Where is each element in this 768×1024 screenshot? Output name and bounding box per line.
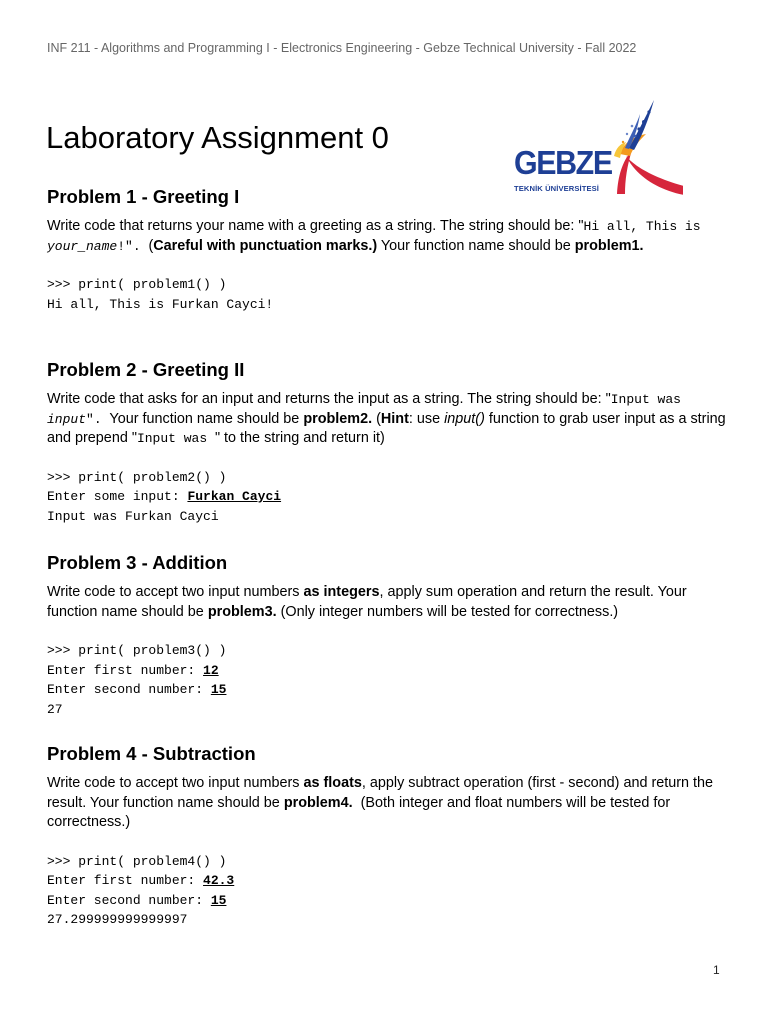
- desc-text: Write code to accept two input numbers: [47, 584, 304, 600]
- university-logo: [508, 96, 683, 200]
- code-example: [47, 468, 727, 527]
- problem-description: [47, 390, 727, 449]
- desc-text: " to the string and return it): [214, 430, 385, 446]
- code-user-input: 12: [203, 662, 219, 678]
- code-line: 27.299999999999997: [47, 912, 188, 928]
- code-prompt: Enter second number:: [47, 682, 211, 698]
- code-user-input: 15: [210, 682, 227, 698]
- problem-heading: Problem 3 - Addition: [47, 552, 228, 573]
- desc-bold: problem2.: [303, 410, 373, 427]
- code-example: [47, 641, 727, 719]
- desc-code: Input was: [610, 392, 681, 407]
- code-example: [47, 275, 727, 314]
- code-user-input: Furkan Cayci: [187, 489, 282, 505]
- page-number: 1: [713, 963, 720, 977]
- code-line: >>> print( problem4() ): [47, 853, 227, 869]
- problem-description: [47, 583, 727, 622]
- desc-text: (: [372, 410, 381, 427]
- page-header: INF 211 - Algorithms and Programming I - Electronics Engineering - Gebze Technical University - Fall 2022: [47, 41, 637, 55]
- desc-bold: problem1.: [574, 237, 644, 254]
- desc-text: , apply subtract operation (first - second) and return the result. Your function name should be: [47, 775, 714, 811]
- code-prompt: Enter second number:: [47, 892, 211, 908]
- code-example: [47, 852, 727, 930]
- desc-text: Your function name should be: [377, 237, 575, 254]
- desc-bold: problem4.: [283, 794, 353, 811]
- problem-heading: Problem 4 - Subtraction: [47, 743, 256, 764]
- desc-text: (Only integer numbers will be tested for correctness.): [276, 603, 619, 620]
- desc-code-italic: input: [47, 411, 87, 427]
- desc-text: function to grab user input as a string and prepend ": [47, 410, 726, 446]
- problem-heading: Problem 2 - Greeting II: [47, 359, 245, 380]
- desc-code: !".: [117, 238, 149, 254]
- desc-bold: as floats: [303, 775, 362, 791]
- desc-text: (Both integer and float numbers will be tested for correctness.): [47, 794, 675, 830]
- problem-description: [47, 774, 727, 833]
- code-prompt: Enter first number:: [47, 873, 204, 889]
- desc-bold: Careful with punctuation marks.): [153, 237, 378, 254]
- desc-code-italic: your_name: [47, 238, 118, 254]
- page-title: Laboratory Assignment 0: [46, 120, 389, 155]
- code-prompt: Enter some input:: [47, 489, 188, 505]
- problem-description: [47, 217, 727, 256]
- code-line: [47, 891, 727, 911]
- desc-code: ".: [86, 411, 110, 427]
- code-user-input: 15: [210, 892, 227, 908]
- logo-wordmark: GEBZE: [514, 144, 612, 181]
- desc-bold: problem3.: [207, 603, 277, 620]
- problem-2: [47, 359, 727, 526]
- desc-text: : use: [408, 410, 445, 427]
- desc-text: Write code that asks for an input and returns the input as a string. The string should be: ": [47, 391, 611, 407]
- desc-bold: as integers: [303, 584, 380, 600]
- code-line: 27: [47, 701, 63, 717]
- problem-4: [47, 743, 727, 930]
- problem-1: [47, 186, 727, 314]
- desc-text: Write code to accept two input numbers: [47, 775, 304, 791]
- code-line: >>> print( problem3() ): [47, 643, 227, 658]
- desc-italic: input(): [444, 410, 485, 427]
- logo-subtitle: TEKNİK ÜNİVERSİTESİ: [514, 184, 600, 193]
- desc-text: Your function name should be: [109, 410, 304, 427]
- code-line: >>> print( problem1() ): [47, 277, 227, 292]
- desc-code: Input was: [136, 431, 215, 446]
- code-line: Hi all, This is Furkan Cayci!: [47, 296, 274, 312]
- desc-text: Write code that returns your name with a greeting as a string. The string should be: ": [47, 218, 584, 234]
- desc-bold: Hint: [380, 410, 409, 427]
- desc-text: (: [148, 237, 154, 254]
- code-line: >>> print( problem2() ): [47, 469, 227, 485]
- desc-text: , apply sum operation and return the result. Your function name should be: [47, 584, 687, 620]
- code-line: Input was Furkan Cayci: [47, 508, 219, 524]
- desc-code: Hi all, This is: [583, 219, 701, 234]
- code-line: [47, 680, 727, 700]
- code-prompt: Enter first number:: [47, 662, 204, 678]
- code-line: [47, 487, 727, 507]
- code-user-input: 42.3: [203, 873, 235, 889]
- code-line: [47, 661, 727, 681]
- problem-3: [47, 552, 727, 719]
- code-line: [47, 871, 727, 891]
- problem-heading: Problem 1 - Greeting I: [47, 186, 240, 207]
